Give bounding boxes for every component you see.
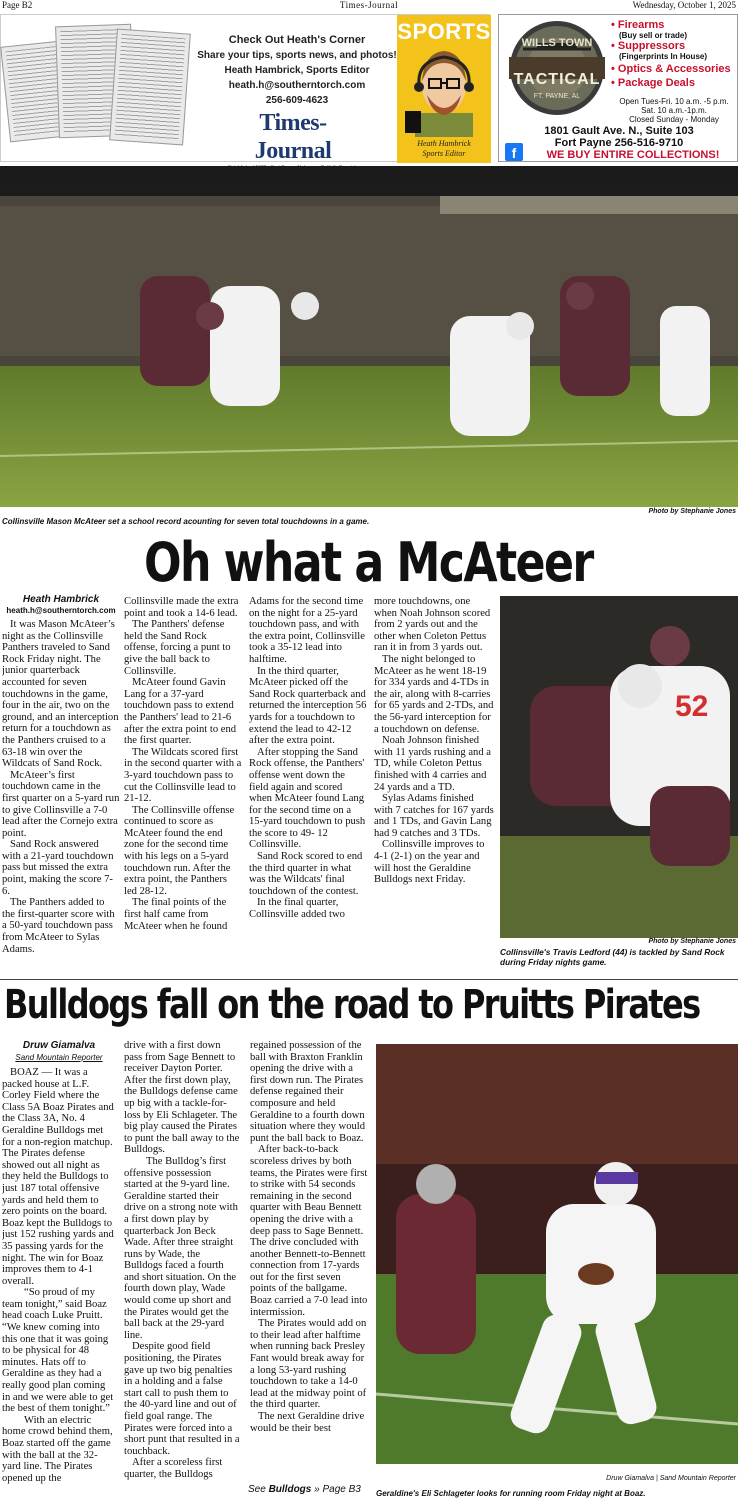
phone-line[interactable]: Fort Payne 256-516-9710 bbox=[554, 137, 684, 149]
store-address bbox=[499, 125, 738, 149]
editor-caricature bbox=[397, 41, 491, 137]
service-label: Optics & Accessories bbox=[617, 63, 731, 75]
paragraph: Noah Johnson finished with 11 yards rushing and a TD, while Coleton Pettus finished with 4 carries and 24 yards and a TD. bbox=[374, 735, 492, 793]
paragraph: The Bulldog’s first offensive possession started at the 9-yard line. Geraldine started their drive on a strong note with a first down play by quarterback Jon Beck Wade. After three straight runs by Wade, the Bulldogs faced a fourth and short situation. On the fourth down play, Wade would come up short and the Pirates would get the ball back at the 29-yard line. bbox=[124, 1155, 238, 1341]
paragraph: BOAZ — It was a packed house at L.F. Corley Field where the Class 5A Boaz Pirates and the Class 3A, No. 4 Geraldine Bulldogs met for a non-region matchup. The Pirates defense showed out all night as they held the Bulldogs to just 187 total offensive yards and held them to zero points on the board. Boaz kept the Bulldogs to just 152 rushing yards and 35 passing yards for the night. The win for Boaz improves them to 4-1 overall. bbox=[2, 1067, 114, 1287]
paper-name: Times-Journal bbox=[339, 0, 399, 10]
byline bbox=[2, 1040, 116, 1063]
sports-label: SPORTS bbox=[397, 19, 491, 44]
author-name: Druw Giamalva bbox=[22, 1040, 96, 1051]
byline bbox=[2, 594, 120, 616]
paragraph: The Collinsville offense continued to score as McAteer found the end zone for the second time with his legs on a 5-yard touchdown run. After the extra point, the Panthers led 28-12. bbox=[124, 804, 235, 897]
section-divider bbox=[0, 979, 738, 980]
times-journal-logo bbox=[223, 109, 363, 164]
story1-column-2 bbox=[124, 596, 242, 976]
author-email[interactable]: heath.h@southerntorch.com bbox=[6, 606, 116, 615]
folio bbox=[0, 0, 738, 12]
buy-collections-text: WE BUY ENTIRE COLLECTIONS! bbox=[546, 149, 720, 161]
hours-line: Sat. 10 a.m.-1p.m. bbox=[641, 106, 707, 115]
seal-text-top: WILLS TOWN bbox=[521, 37, 593, 49]
author-source: Sand Mountain Reporter bbox=[15, 1053, 103, 1062]
paragraph: In the final quarter, Collinsville added two bbox=[249, 897, 345, 921]
photo-illustration bbox=[500, 596, 738, 938]
seal-text-bottom: TACTICAL bbox=[513, 71, 601, 88]
story2-column-1 bbox=[2, 1040, 116, 1512]
headline-mcateer[interactable]: Oh what a McAteer bbox=[144, 531, 593, 594]
service-optics: • Optics & Accessories bbox=[611, 63, 731, 75]
promo-line-2: Share your tips, sports news, and photos! bbox=[197, 50, 397, 61]
paragraph: more touchdowns, one when Noah Johnson scored from 2 yards out and the other when Coleton Pettus ran it in from 3 yards out. bbox=[374, 596, 491, 654]
promo-phone[interactable]: 256-609-4623 bbox=[265, 95, 329, 106]
jump-see: See bbox=[248, 1484, 266, 1495]
author-name: Heath Hambrick bbox=[22, 594, 100, 605]
paragraph: The next Geraldine drive would be their best bbox=[250, 1411, 365, 1434]
wills-town-tactical-seal bbox=[503, 19, 611, 117]
photo3-caption: Geraldine's Eli Schlageter looks for running room Friday night at Boaz. bbox=[376, 1489, 646, 1498]
jump-slug: Bulldogs bbox=[268, 1484, 312, 1495]
newspaper-clipping-3 bbox=[109, 29, 191, 146]
paragraph: The Wildcats scored first in the second quarter with a 3-yard touchdown pass to cut the Collinsville lead to 21-12. bbox=[124, 746, 242, 805]
service-sub: (Fingerprints In House) bbox=[619, 52, 707, 61]
service-packages: • Package Deals bbox=[611, 77, 695, 89]
promo-line-1: Check Out Heath's Corner bbox=[228, 34, 366, 46]
service-list bbox=[611, 19, 737, 89]
wills-town-tactical-ad[interactable] bbox=[498, 14, 738, 162]
story2-column-3 bbox=[250, 1040, 368, 1474]
sports-editor-box bbox=[397, 15, 491, 163]
story1-column-3 bbox=[249, 596, 367, 976]
paragraph: After stopping the Sand Rock offense, the Panthers' offense went down the field again and scored when McAteer found Lang for the second time on a 15-yard touchdown to push the score to 49- 12 Collinsville. bbox=[249, 746, 366, 851]
paragraph: The final points of the first half came from McAteer when he found bbox=[124, 897, 228, 932]
jump-line[interactable] bbox=[248, 1484, 361, 1495]
paragraph: regained possession of the ball with Braxton Franklin opening the drive with a first down run. The Pirates defense regained their composure and held Geraldine to a fourth down situation where they would punt the ball back to Boaz. bbox=[250, 1040, 366, 1144]
heaths-corner-promo[interactable] bbox=[0, 14, 490, 162]
paragraph: Collinsville improves to 4-1 (2-1) on the year and will host the Geraldine Bulldogs next Friday. bbox=[374, 839, 485, 886]
issue-date: Wednesday, October 1, 2025 bbox=[632, 0, 736, 10]
photo-caption-row bbox=[0, 508, 738, 528]
photo2-caption: Collinsville's Travis Ledford (44) is tackled by Sand Rock during Friday nights game. bbox=[500, 947, 725, 967]
photo3-credit: Druw Giamalva | Sand Mountain Reporter bbox=[606, 1475, 736, 1482]
paragraph: Sylas Adams finished with 7 catches for 167 yards and 1 TDs, and Gavin Lang had 9 catches and 3 TDs. bbox=[374, 793, 494, 839]
service-label: Firearms bbox=[617, 19, 665, 31]
promo-line-3: Heath Hambrick, Sports Editor bbox=[224, 65, 370, 76]
paragraph: McAteer’s first touchdown came in the first quarter on a 5-yard run to give Collinsville a 7-0 lead after the Cornejo extra point. bbox=[2, 769, 120, 839]
promo-text bbox=[193, 33, 401, 108]
jump-page: » Page B3 bbox=[314, 1484, 361, 1495]
tackle-photo bbox=[500, 596, 738, 938]
svg-text:52: 52 bbox=[675, 690, 709, 723]
paragraph: With an electric home crowd behind them, Boaz started off the game with the ball at the 32-yard line. The Pirates opened up the bbox=[2, 1414, 113, 1484]
seal-city: FT. PAYNE, AL bbox=[533, 93, 581, 100]
story1-column-4 bbox=[374, 596, 494, 976]
paragraph: The Pirates would add on to their lead after halftime when running back Presley Fant would break away for a long 53-yard rushing touchdown to take a 14-0 lead at the midway point of the third quarter. bbox=[250, 1318, 367, 1411]
editor-title: Sports Editor bbox=[422, 149, 466, 158]
promo-email[interactable]: heath.h@southerntorch.com bbox=[228, 80, 366, 91]
paragraph: drive with a first down pass from Sage Bennett to receiver Dayton Porter. After the first down play, the Bulldogs defense came up big with a tackle-for-loss by Eli Schlageter. The big play caused the Pirates to punt the ball away to the Bulldogs. bbox=[124, 1040, 240, 1156]
photo-credit: Photo by Stephanie Jones bbox=[648, 508, 736, 515]
photo-caption: Collinsville Mason McAteer set a school record acounting for seven total touchdowns in a game. bbox=[2, 517, 370, 526]
paragraph: It was Mason McAteer’s night as the Collinsville Panthers traveled to Sand Rock Friday night. The junior quarterback accounted for seven touchdowns in the game, four in the air, two on the ground, and an interception return for a touchdown as the Panthers cruised to a 63-18 win over the Wildcats of Sand Rock. bbox=[2, 619, 119, 770]
hours-line: Open Tues-Fri. 10 a.m. -5 p.m. bbox=[619, 97, 729, 106]
paragraph: Collinsville made the extra point and took a 14-6 lead. bbox=[124, 596, 239, 619]
paragraph: The night belonged to McAteer as he went 18-19 for 334 yards and 4-TDs in the air, along with 8-carries for 65 yards and 2-TDs, and the 56-yard interception for a touchdown on defense. bbox=[374, 653, 494, 735]
page-number: Page B2 bbox=[2, 0, 33, 10]
service-label: Package Deals bbox=[617, 77, 695, 89]
paragraph: In the third quarter, McAteer picked off the Sand Rock quarterback and returned the interception 56 yards for a touchdown to extend the lead to 42-12 after the extra point. bbox=[249, 665, 367, 747]
story2-column-2 bbox=[124, 1040, 240, 1512]
story1-column-1 bbox=[2, 594, 120, 976]
store-hours bbox=[611, 97, 737, 124]
paragraph: Despite good field positioning, the Pirates gave up two big penalties in a holding and a false start call to push them to the 40-yard line and out of field goal range. The Pirates were forced into a short punt that resulted in a touchback. bbox=[124, 1341, 240, 1457]
paragraph: The Panthers' defense held the Sand Rock offense, forcing a punt to give the ball back to Collinsville. bbox=[124, 619, 231, 677]
headline-bulldogs[interactable]: Bulldogs fall on the road to Pruitts Pirates bbox=[4, 982, 700, 1028]
paragraph: Sand Rock answered with a 21-yard touchdown pass but missed the extra point, making the score 7-6. bbox=[2, 839, 114, 897]
photo-illustration bbox=[0, 166, 738, 507]
paragraph: The Panthers added to the first-quarter score with a 50-yard touchdown pass from McAteer to Sylas Adams. bbox=[2, 897, 115, 955]
paragraph: “So proud of my team tonight,” said Boaz head coach Luke Pruitt. “We knew coming into this one that it was going to be physical for 48 minutes. Hats off to Geraldine as they had a really good plan coming in and we were able to get the best of them tonight.” bbox=[2, 1287, 114, 1415]
photo-illustration bbox=[376, 1044, 738, 1464]
hours-line: Closed Sunday - Monday bbox=[629, 115, 719, 124]
service-label: Suppressors bbox=[617, 40, 686, 52]
paragraph: Sand Rock scored to end the third quarter in what was the Wildcats' final touchdown of the contest. bbox=[249, 851, 363, 897]
address-line: 1801 Gault Ave. N., Suite 103 bbox=[544, 125, 694, 137]
paragraph: After a scoreless first quarter, the Bulldogs bbox=[124, 1457, 223, 1480]
photo2-credit: Photo by Stephanie Jones bbox=[648, 938, 736, 945]
runner-photo bbox=[376, 1044, 738, 1464]
paragraph: Adams for the second time on the night for a 25-yard touchdown pass, and with the extra point, Collinsville took a 35-12 lead into halftime. bbox=[249, 596, 365, 665]
paragraph: McAteer found Gavin Lang for a 37-yard touchdown pass to extend the Panthers' lead to 21-6 after the extra point to end the first quarter. bbox=[124, 677, 237, 747]
service-suppressors: • Suppressors bbox=[611, 40, 686, 52]
facebook-icon[interactable]: f bbox=[505, 143, 523, 161]
paragraph: After back-to-back scoreless drives by both teams, the Pirates were first to strike with 54 seconds remaining in the second quarter with Beau Bennett opening the drive with a deep pass to Sage Bennett. The drive concluded with another Bennett-to-Bennett connection from 17-yards out for the first seven points of the ballgame. Boaz carried a 7-0 lead into intermission. bbox=[250, 1144, 368, 1318]
service-sub: (Buy sell or trade) bbox=[619, 31, 688, 40]
football-action-photo bbox=[0, 166, 738, 507]
logo-text: Times-Journal bbox=[254, 110, 332, 164]
editor-name: Heath Hambrick bbox=[417, 139, 471, 148]
service-firearms: • Firearms bbox=[611, 19, 665, 31]
